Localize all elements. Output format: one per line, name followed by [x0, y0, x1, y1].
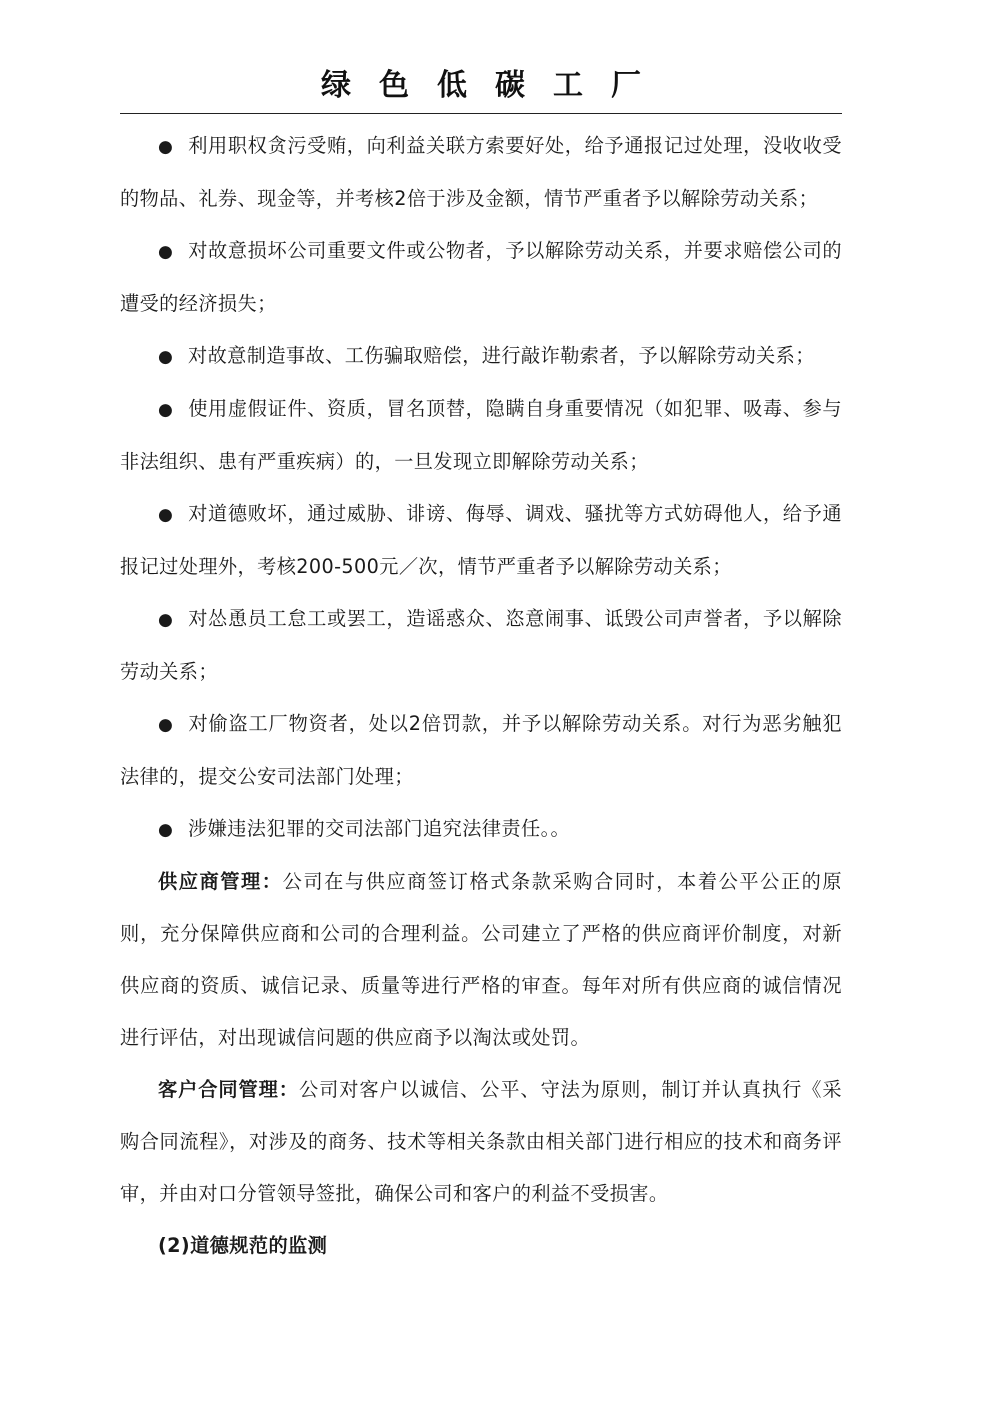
customer-contract-text: 公司对客户以诚信、公平、守法为原则，制订并认真执行《采购合同流程》，对涉及的商务、技术等相关条款由相关部门进行相应的技术和商务评审，并由对口分管领导签批，确保公司和客户的利益不受损害。: [120, 1078, 842, 1205]
bullet-text: 使用虚假证件、资质，冒名顶替，隐瞒自身重要情况（如犯罪、吸毒、参与非法组织、患有严重疾病）的，一旦发现立即解除劳动关系；: [120, 397, 842, 473]
bullet-item: [120, 330, 842, 383]
bullet-text: 对故意损坏公司重要文件或公物者，予以解除劳动关系，并要求赔偿公司的遭受的经济损失；: [120, 239, 842, 315]
customer-contract-lead: 客户合同管理：: [158, 1078, 299, 1101]
bullet-icon: ●: [158, 715, 174, 735]
bullet-text: 对偷盗工厂物资者，处以2倍罚款，并予以解除劳动关系。对行为恶劣触犯法律的，提交公安司法部门处理；: [120, 712, 842, 788]
supplier-management-paragraph: [120, 856, 842, 1064]
bullet-icon: ●: [158, 400, 174, 420]
bullet-text: 对故意制造事故、工伤骗取赔偿，进行敲诈勒索者，予以解除劳动关系；: [188, 344, 815, 367]
bullet-text: 对怂恿员工怠工或罢工，造谣惑众、恣意闹事、诋毁公司声誉者，予以解除劳动关系；: [120, 607, 842, 683]
page-header-title: 绿色低碳工厂: [321, 68, 669, 103]
bullet-icon: ●: [158, 347, 174, 367]
header-divider: [120, 113, 842, 114]
bullet-item: [120, 698, 842, 803]
bullet-icon: ●: [158, 242, 174, 262]
bullet-item: [120, 803, 842, 856]
supplier-management-text: 公司在与供应商签订格式条款采购合同时，本着公平公正的原则，充分保障供应商和公司的合理利益。公司建立了严格的供应商评价制度，对新供应商的资质、诚信记录、质量等进行严格的审查。每年对所有供应商的诚信情况进行评估，对出现诚信问题的供应商予以淘汰或处罚。: [120, 870, 842, 1049]
supplier-management-lead: 供应商管理：: [158, 870, 283, 893]
page-content: [120, 120, 842, 1272]
bullet-text: 利用职权贪污受贿，向利益关联方索要好处，给予通报记过处理，没收收受的物品、礼券、现金等，并考核2倍于涉及金额，情节严重者予以解除劳动关系；: [120, 134, 842, 210]
bullet-item: [120, 120, 842, 225]
bullet-icon: ●: [158, 505, 174, 525]
bullet-text: 对道德败坏，通过威胁、诽谤、侮辱、调戏、骚扰等方式妨碍他人，给予通报记过处理外，考核200-500元／次，情节严重者予以解除劳动关系；: [120, 502, 842, 578]
bullet-icon: ●: [158, 137, 174, 157]
customer-contract-paragraph: [120, 1064, 842, 1220]
bullet-item: [120, 593, 842, 698]
section-heading: (2)道德规范的监测: [158, 1234, 328, 1257]
bullet-item: [120, 383, 842, 488]
bullet-item: [120, 225, 842, 330]
bullet-text: 涉嫌违法犯罪的交司法部门追究法律责任。。: [188, 817, 571, 840]
bullet-icon: ●: [158, 820, 174, 840]
bullet-item: [120, 488, 842, 593]
bullet-icon: ●: [158, 610, 174, 630]
